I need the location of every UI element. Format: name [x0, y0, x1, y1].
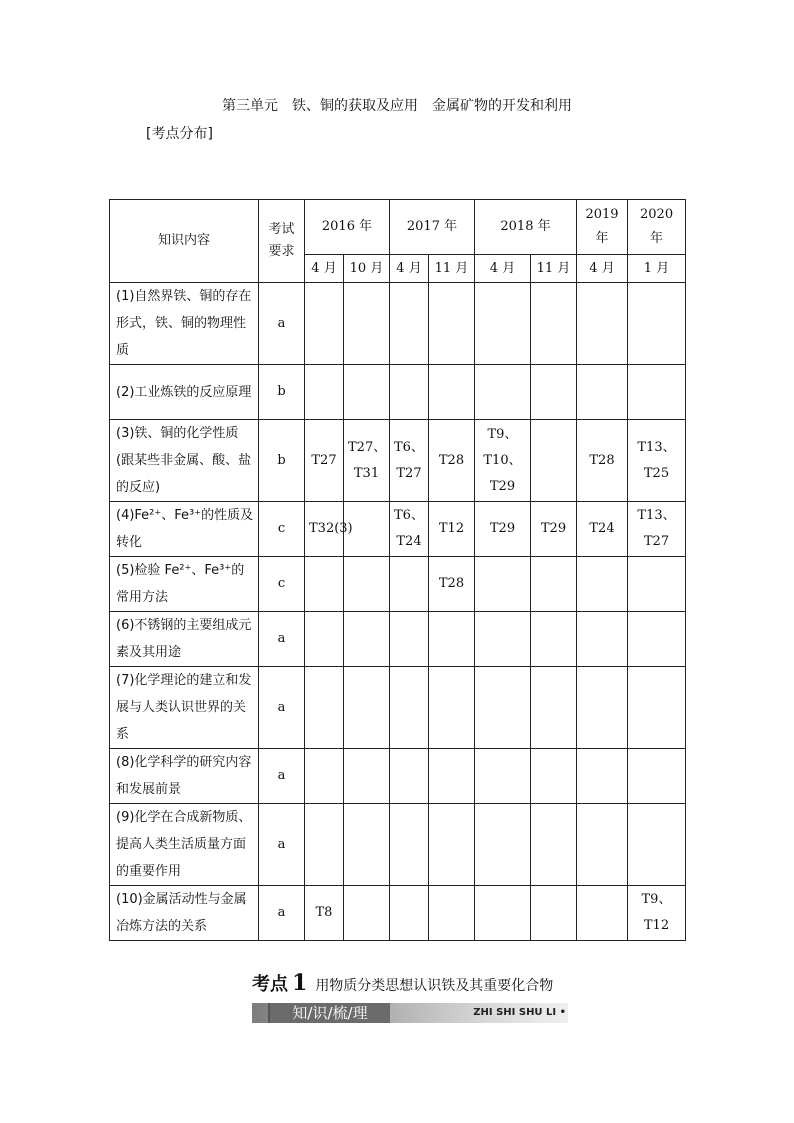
exam-question-cell: T13、T25 — [628, 420, 686, 502]
exam-question-cell — [577, 749, 628, 804]
requirement-level: c — [259, 502, 305, 557]
exam-question-cell — [531, 283, 577, 365]
exam-question-cell — [577, 283, 628, 365]
knowledge-content: (10)金属活动性与金属冶炼方法的关系 — [110, 886, 259, 941]
knowledge-content: (4)Fe²⁺、Fe³⁺的性质及转化 — [110, 502, 259, 557]
table-row — [110, 804, 686, 886]
requirement-level: a — [259, 804, 305, 886]
exam-question-cell — [531, 420, 577, 502]
exam-question-cell — [305, 283, 344, 365]
requirement-level: b — [259, 420, 305, 502]
exam-question-cell: T8 — [305, 886, 344, 941]
knowledge-content: (3)铁、铜的化学性质(跟某些非金属、酸、盐的反应) — [110, 420, 259, 502]
exam-question-cell — [628, 612, 686, 667]
exam-question-cell — [577, 804, 628, 886]
exam-question-cell — [390, 749, 429, 804]
exam-question-cell — [475, 365, 531, 420]
table-row — [110, 283, 686, 365]
exam-question-cell — [305, 667, 344, 749]
header-year: 2016 年 — [305, 200, 390, 255]
exam-question-cell — [531, 365, 577, 420]
table-row — [110, 749, 686, 804]
exam-question-cell — [531, 804, 577, 886]
knowledge-content: (5)检验 Fe²⁺、Fe³⁺的常用方法 — [110, 557, 259, 612]
table-row — [110, 557, 686, 612]
table-row — [110, 365, 686, 420]
exam-question-cell — [531, 612, 577, 667]
table-row — [110, 667, 686, 749]
exam-question-cell: T13、T27 — [628, 502, 686, 557]
requirement-level: a — [259, 749, 305, 804]
exam-question-cell — [390, 804, 429, 886]
exam-question-cell — [531, 667, 577, 749]
knowledge-content: (6)不锈钢的主要组成元素及其用途 — [110, 612, 259, 667]
requirement-level: a — [259, 283, 305, 365]
header-month: 1 月 — [628, 255, 686, 283]
header-knowledge: 知识内容 — [110, 200, 259, 283]
header-year: 2020 年 — [628, 200, 686, 255]
knowledge-content: (1)自然界铁、铜的存在形式，铁、铜的物理性质 — [110, 283, 259, 365]
topic-heading — [252, 970, 582, 996]
header-month: 11 月 — [531, 255, 577, 283]
exam-distribution-table — [109, 199, 686, 941]
exam-question-cell: T12 — [429, 502, 475, 557]
knowledge-content: (2)工业炼铁的反应原理 — [110, 365, 259, 420]
exam-question-cell: T29 — [475, 502, 531, 557]
exam-question-cell — [390, 283, 429, 365]
topic-number: 1 — [292, 970, 308, 996]
exam-question-cell — [429, 283, 475, 365]
exam-question-cell — [628, 365, 686, 420]
exam-question-cell — [577, 667, 628, 749]
exam-question-cell — [390, 667, 429, 749]
exam-question-cell — [531, 749, 577, 804]
exam-question-cell — [344, 804, 390, 886]
requirement-level: a — [259, 667, 305, 749]
exam-question-cell: T9、T10、T29 — [475, 420, 531, 502]
topic-description: 用物质分类思想认识铁及其重要化合物 — [315, 978, 554, 994]
exam-question-cell — [429, 804, 475, 886]
exam-question-cell: T6、T24 — [390, 502, 429, 557]
exam-question-cell — [577, 612, 628, 667]
exam-question-cell — [475, 804, 531, 886]
exam-question-cell — [628, 557, 686, 612]
exam-question-cell — [475, 886, 531, 941]
header-month: 11 月 — [429, 255, 475, 283]
topic-label: 考点 — [252, 974, 288, 995]
requirement-level: b — [259, 365, 305, 420]
exam-question-cell — [390, 612, 429, 667]
exam-question-cell — [628, 804, 686, 886]
header-month: 10 月 — [344, 255, 390, 283]
banner-label: 知/识/梳/理 — [268, 1003, 390, 1023]
exam-question-cell: T24 — [577, 502, 628, 557]
exam-question-cell: T6、T27 — [390, 420, 429, 502]
header-requirement: 考试要求 — [259, 200, 305, 283]
exam-question-cell — [577, 886, 628, 941]
exam-question-cell — [475, 667, 531, 749]
exam-question-cell — [390, 365, 429, 420]
table-row — [110, 612, 686, 667]
header-year: 2017 年 — [390, 200, 475, 255]
exam-question-cell — [305, 804, 344, 886]
exam-question-cell — [475, 749, 531, 804]
exam-question-cell: T9、T12 — [628, 886, 686, 941]
exam-question-cell: T32(3) — [305, 502, 344, 557]
exam-question-cell: T27 — [305, 420, 344, 502]
exam-question-cell — [344, 283, 390, 365]
exam-question-cell: T28 — [429, 420, 475, 502]
exam-question-cell: T27、T31 — [344, 420, 390, 502]
knowledge-content: (7)化学理论的建立和发展与人类认识世界的关系 — [110, 667, 259, 749]
exam-question-cell — [344, 667, 390, 749]
table-row — [110, 420, 686, 502]
header-month: 4 月 — [305, 255, 344, 283]
exam-question-cell — [531, 886, 577, 941]
exam-question-cell: T28 — [429, 557, 475, 612]
exam-question-cell — [429, 365, 475, 420]
requirement-level: a — [259, 612, 305, 667]
exam-question-cell — [531, 557, 577, 612]
header-month: 4 月 — [390, 255, 429, 283]
exam-question-cell: T28 — [577, 420, 628, 502]
exam-question-cell — [577, 557, 628, 612]
exam-question-cell — [475, 283, 531, 365]
exam-question-cell: T29 — [531, 502, 577, 557]
knowledge-content: (9)化学在合成新物质、提高人类生活质量方面的重要作用 — [110, 804, 259, 886]
table-row — [110, 502, 686, 557]
exam-question-cell — [429, 886, 475, 941]
exam-question-cell — [344, 886, 390, 941]
page-title: 第三单元 铁、铜的获取及应用 金属矿物的开发和利用 — [222, 98, 572, 114]
header-month: 4 月 — [577, 255, 628, 283]
exam-question-cell — [305, 557, 344, 612]
exam-question-cell — [344, 365, 390, 420]
exam-question-cell — [628, 667, 686, 749]
exam-question-cell — [305, 612, 344, 667]
header-month: 4 月 — [475, 255, 531, 283]
exam-question-cell — [429, 612, 475, 667]
requirement-level: a — [259, 886, 305, 941]
knowledge-review-banner — [252, 1003, 568, 1023]
banner-pinyin: ZHI SHI SHU LI • — [473, 1007, 566, 1018]
knowledge-content: (8)化学科学的研究内容和发展前景 — [110, 749, 259, 804]
header-year: 2019 年 — [577, 200, 628, 255]
exam-question-cell — [475, 557, 531, 612]
exam-question-cell — [344, 612, 390, 667]
table-row — [110, 886, 686, 941]
exam-question-cell — [577, 365, 628, 420]
exam-question-cell — [429, 667, 475, 749]
exam-question-cell — [628, 283, 686, 365]
exam-question-cell — [475, 612, 531, 667]
exam-question-cell — [305, 365, 344, 420]
section-subtitle: [考点分布] — [146, 126, 213, 142]
requirement-level: c — [259, 557, 305, 612]
exam-question-cell — [390, 886, 429, 941]
exam-question-cell — [344, 749, 390, 804]
exam-question-cell — [305, 749, 344, 804]
exam-question-cell — [429, 749, 475, 804]
header-year: 2018 年 — [475, 200, 577, 255]
exam-question-cell — [344, 557, 390, 612]
exam-question-cell — [628, 749, 686, 804]
exam-question-cell — [390, 557, 429, 612]
